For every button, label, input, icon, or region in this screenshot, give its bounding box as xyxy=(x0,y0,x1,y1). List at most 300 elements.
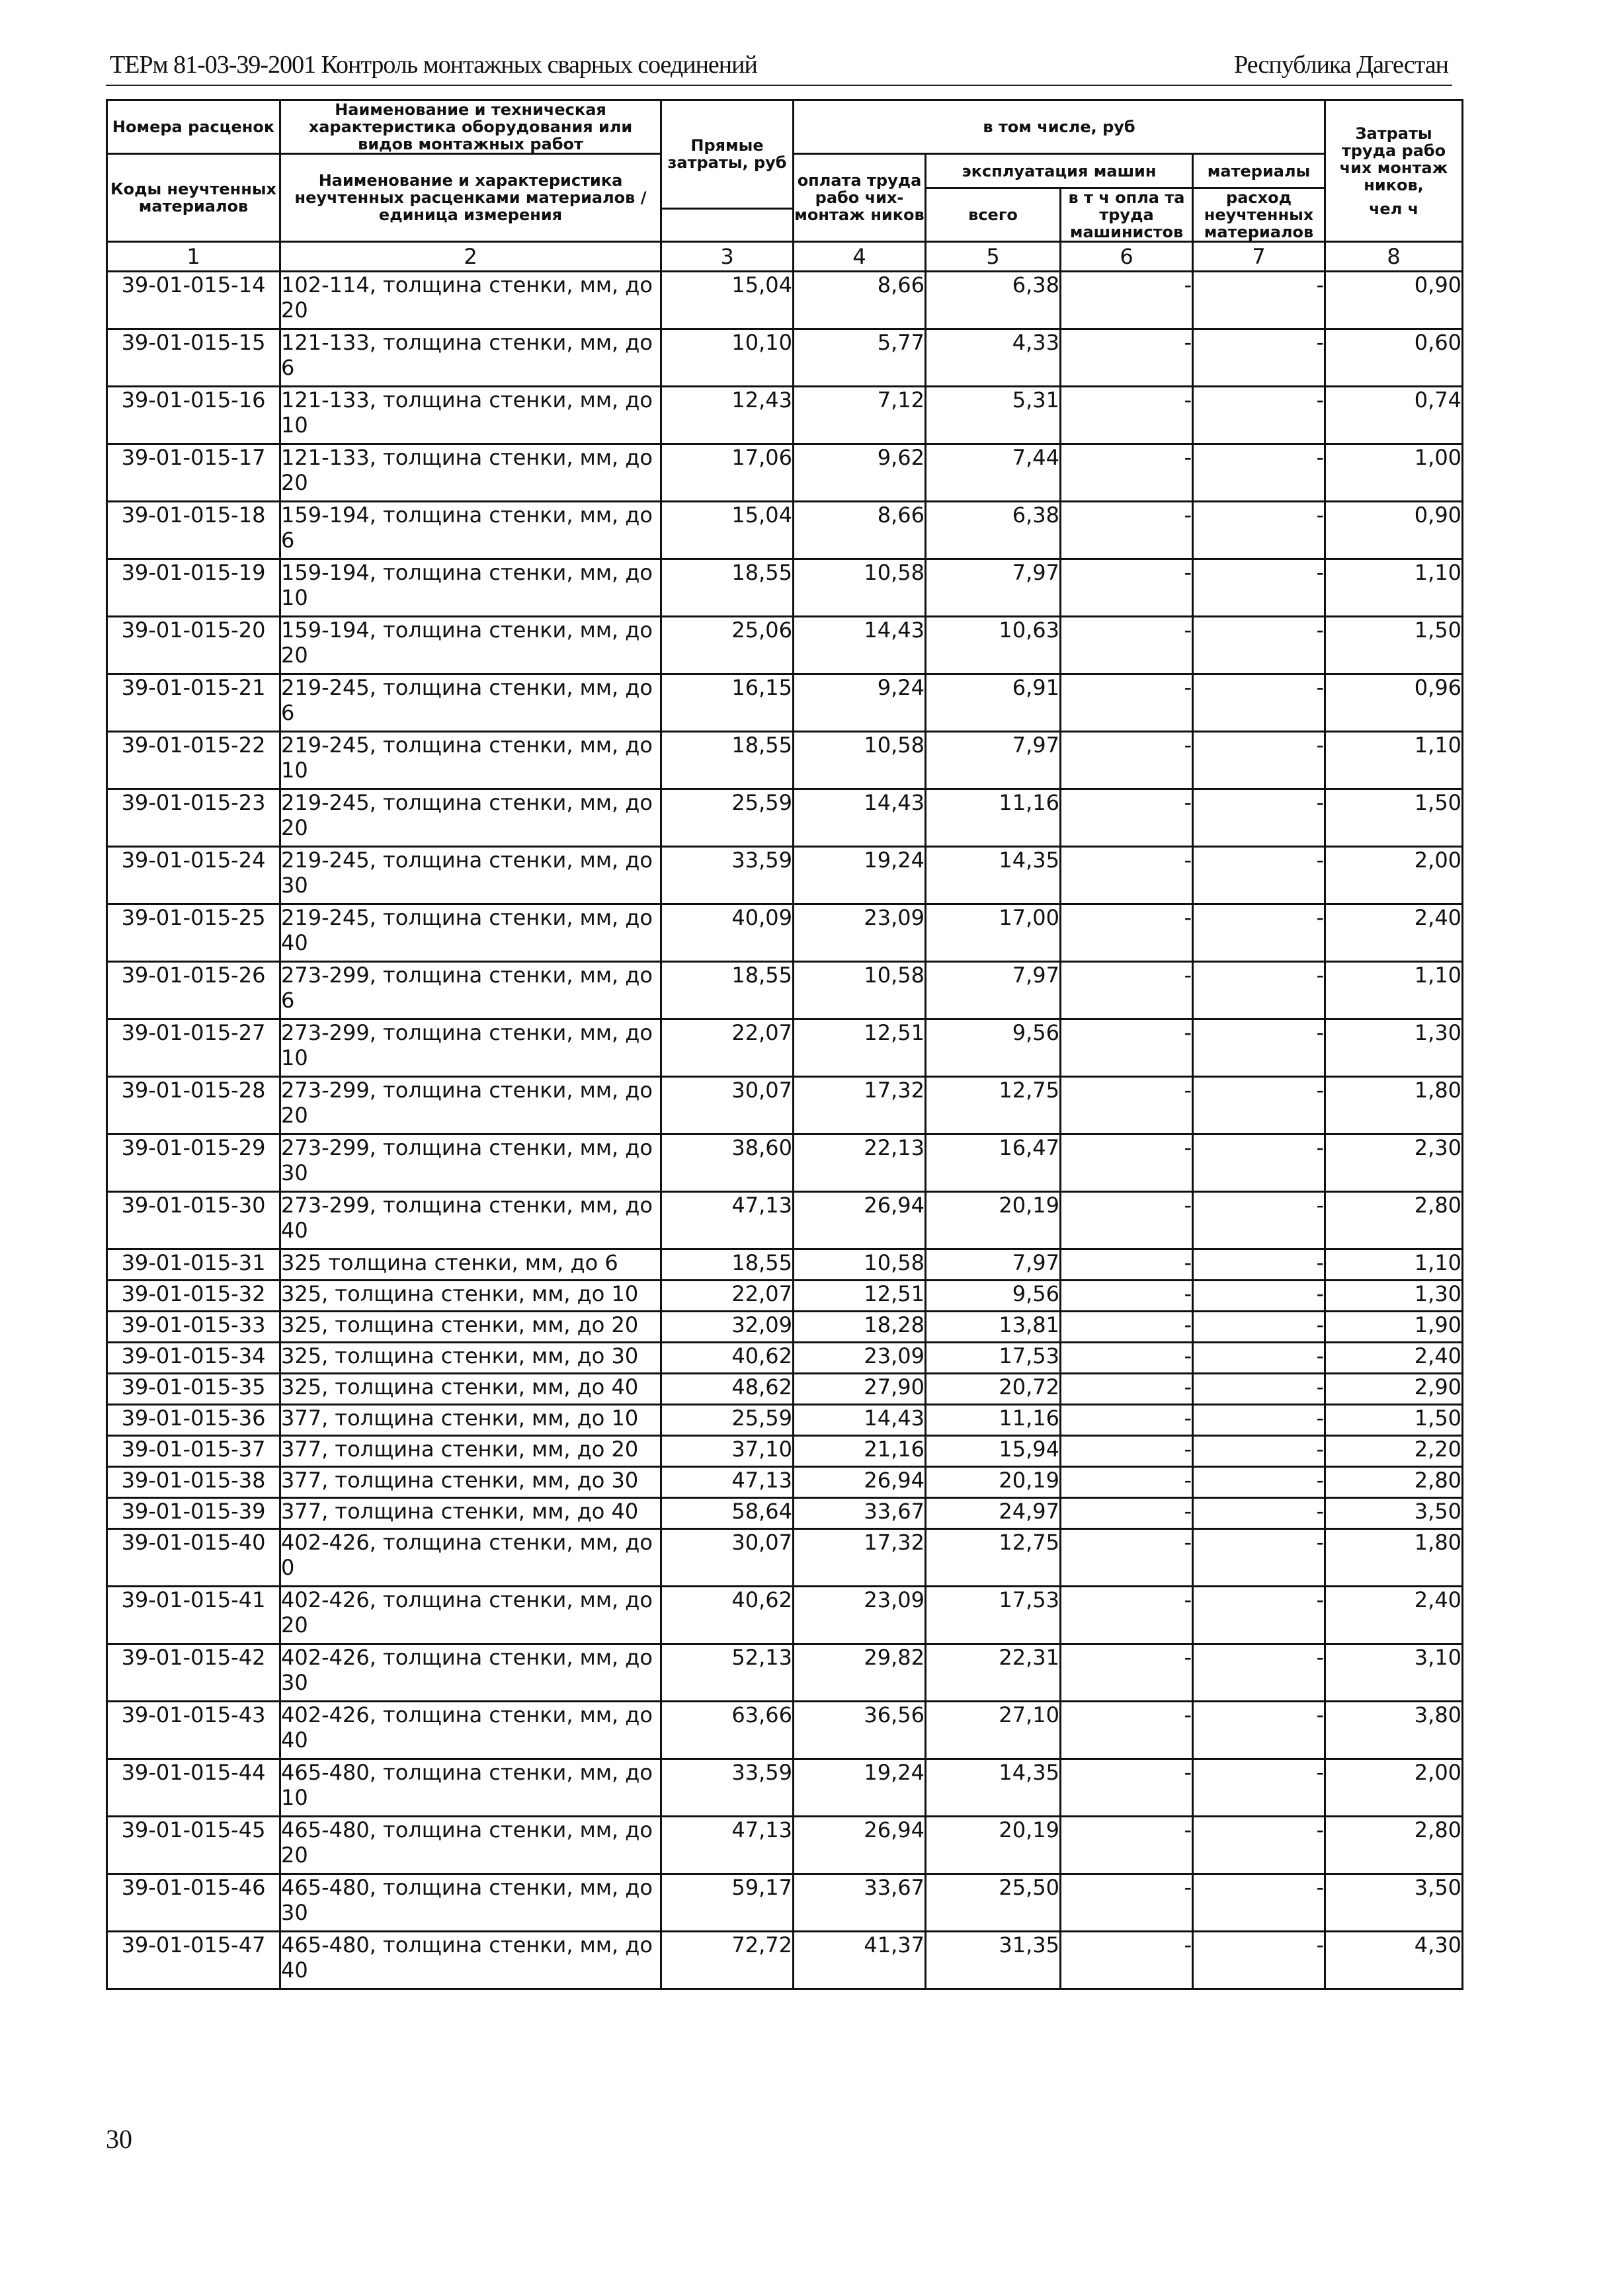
materials-cost: - xyxy=(1193,559,1325,617)
column-number: 3 xyxy=(661,242,794,272)
table-row xyxy=(107,387,1463,444)
machine-operation: 15,94 xyxy=(926,1436,1061,1467)
labor-pay: 9,24 xyxy=(794,674,926,732)
direct-costs: 10,10 xyxy=(661,329,794,387)
labor-pay: 26,94 xyxy=(794,1467,926,1498)
rate-description: 159-194, толщина стенки, мм, до 10 xyxy=(280,559,661,617)
rate-code: 39-01-015-41 xyxy=(107,1587,280,1644)
machine-operation: 20,19 xyxy=(926,1192,1061,1249)
labor-hours: 2,20 xyxy=(1325,1436,1463,1467)
operators-pay: - xyxy=(1061,1312,1193,1343)
table-row xyxy=(107,502,1463,559)
rate-code: 39-01-015-18 xyxy=(107,502,280,559)
materials-cost: - xyxy=(1193,387,1325,444)
labor-pay: 26,94 xyxy=(794,1817,926,1874)
table-row xyxy=(107,674,1463,732)
operators-pay: - xyxy=(1061,789,1193,847)
rate-description: 465-480, толщина стенки, мм, до 30 xyxy=(280,1874,661,1932)
labor-hours: 2,40 xyxy=(1325,904,1463,962)
materials-cost: - xyxy=(1193,847,1325,904)
materials-cost: - xyxy=(1193,444,1325,502)
rate-code: 39-01-015-43 xyxy=(107,1702,280,1759)
labor-pay: 19,24 xyxy=(794,847,926,904)
rate-description: 273-299, толщина стенки, мм, до 30 xyxy=(280,1134,661,1192)
direct-costs: 33,59 xyxy=(661,1759,794,1817)
rate-code: 39-01-015-37 xyxy=(107,1436,280,1467)
rate-code: 39-01-015-25 xyxy=(107,904,280,962)
table-row xyxy=(107,789,1463,847)
table-row xyxy=(107,1874,1463,1932)
rate-code: 39-01-015-44 xyxy=(107,1759,280,1817)
column-number: 8 xyxy=(1325,242,1463,272)
labor-hours: 0,96 xyxy=(1325,674,1463,732)
direct-costs: 47,13 xyxy=(661,1192,794,1249)
materials-cost: - xyxy=(1193,904,1325,962)
operators-pay: - xyxy=(1061,962,1193,1019)
rate-description: 465-480, толщина стенки, мм, до 10 xyxy=(280,1759,661,1817)
direct-costs: 38,60 xyxy=(661,1134,794,1192)
direct-costs: 22,07 xyxy=(661,1281,794,1312)
materials-cost: - xyxy=(1193,1077,1325,1134)
rate-description: 273-299, толщина стенки, мм, до 20 xyxy=(280,1077,661,1134)
labor-pay: 36,56 xyxy=(794,1702,926,1759)
rate-code: 39-01-015-24 xyxy=(107,847,280,904)
rate-description: 402-426, толщина стенки, мм, до 30 xyxy=(280,1644,661,1702)
materials-cost: - xyxy=(1193,1467,1325,1498)
materials-cost: - xyxy=(1193,502,1325,559)
table-row xyxy=(107,559,1463,617)
machine-operation: 11,16 xyxy=(926,789,1061,847)
machine-operation: 12,75 xyxy=(926,1077,1061,1134)
machine-operation: 14,35 xyxy=(926,1759,1061,1817)
machine-operation: 7,97 xyxy=(926,732,1061,789)
labor-hours: 1,80 xyxy=(1325,1529,1463,1587)
table-row xyxy=(107,444,1463,502)
materials-cost: - xyxy=(1193,329,1325,387)
region-name: Республика Дагестан xyxy=(1234,51,1448,79)
rate-description: 402-426, толщина стенки, мм, до 40 xyxy=(280,1702,661,1759)
operators-pay: - xyxy=(1061,329,1193,387)
labor-pay: 27,90 xyxy=(794,1374,926,1405)
rate-description: 219-245, толщина стенки, мм, до 40 xyxy=(280,904,661,962)
direct-costs: 33,59 xyxy=(661,847,794,904)
direct-costs: 22,07 xyxy=(661,1019,794,1077)
header-labor-pay: оплата труда рабо чих-монтаж ников xyxy=(794,154,926,242)
labor-hours: 4,30 xyxy=(1325,1932,1463,1989)
table-row xyxy=(107,1019,1463,1077)
direct-costs: 37,10 xyxy=(661,1436,794,1467)
labor-hours: 1,10 xyxy=(1325,559,1463,617)
table-row xyxy=(107,1436,1463,1467)
rate-code: 39-01-015-31 xyxy=(107,1249,280,1281)
direct-costs: 32,09 xyxy=(661,1312,794,1343)
header-incl-operators: в т ч опла та труда машинистов xyxy=(1061,188,1193,242)
machine-operation: 25,50 xyxy=(926,1874,1061,1932)
table-row xyxy=(107,1077,1463,1134)
labor-pay: 12,51 xyxy=(794,1019,926,1077)
machine-operation: 17,53 xyxy=(926,1343,1061,1374)
machine-operation: 9,56 xyxy=(926,1281,1061,1312)
operators-pay: - xyxy=(1061,1467,1193,1498)
materials-cost: - xyxy=(1193,1587,1325,1644)
table-row xyxy=(107,1467,1463,1498)
labor-hours: 2,80 xyxy=(1325,1467,1463,1498)
operators-pay: - xyxy=(1061,1019,1193,1077)
labor-hours: 3,10 xyxy=(1325,1644,1463,1702)
materials-cost: - xyxy=(1193,962,1325,1019)
labor-pay: 5,77 xyxy=(794,329,926,387)
machine-operation: 10,63 xyxy=(926,617,1061,674)
machine-operation: 17,00 xyxy=(926,904,1061,962)
operators-pay: - xyxy=(1061,1932,1193,1989)
labor-pay: 14,43 xyxy=(794,789,926,847)
labor-pay: 8,66 xyxy=(794,502,926,559)
rate-description: 159-194, толщина стенки, мм, до 6 xyxy=(280,502,661,559)
column-number: 6 xyxy=(1061,242,1193,272)
operators-pay: - xyxy=(1061,1249,1193,1281)
header-including: в том числе, руб xyxy=(794,100,1325,154)
direct-costs: 12,43 xyxy=(661,387,794,444)
machine-operation: 14,35 xyxy=(926,847,1061,904)
direct-costs: 18,55 xyxy=(661,1249,794,1281)
machine-operation: 7,97 xyxy=(926,1249,1061,1281)
direct-costs: 18,55 xyxy=(661,732,794,789)
rate-description: 377, толщина стенки, мм, до 10 xyxy=(280,1405,661,1436)
rate-description: 219-245, толщина стенки, мм, до 30 xyxy=(280,847,661,904)
table-row xyxy=(107,617,1463,674)
materials-cost: - xyxy=(1193,1436,1325,1467)
header-machine-operation: эксплуатация машин xyxy=(926,154,1193,188)
machine-operation: 6,38 xyxy=(926,502,1061,559)
labor-hours: 1,30 xyxy=(1325,1019,1463,1077)
machine-operation: 9,56 xyxy=(926,1019,1061,1077)
rate-code: 39-01-015-14 xyxy=(107,272,280,329)
labor-hours: 1,80 xyxy=(1325,1077,1463,1134)
machine-operation: 31,35 xyxy=(926,1932,1061,1989)
column-numbers-row xyxy=(107,242,1463,272)
operators-pay: - xyxy=(1061,1134,1193,1192)
direct-costs: 25,59 xyxy=(661,789,794,847)
rate-description: 219-245, толщина стенки, мм, до 10 xyxy=(280,732,661,789)
labor-hours: 1,00 xyxy=(1325,444,1463,502)
direct-costs: 47,13 xyxy=(661,1817,794,1874)
operators-pay: - xyxy=(1061,617,1193,674)
table-row xyxy=(107,962,1463,1019)
materials-cost: - xyxy=(1193,1529,1325,1587)
materials-cost: - xyxy=(1193,1874,1325,1932)
rate-code: 39-01-015-35 xyxy=(107,1374,280,1405)
labor-pay: 10,58 xyxy=(794,559,926,617)
operators-pay: - xyxy=(1061,904,1193,962)
machine-operation: 4,33 xyxy=(926,329,1061,387)
rate-description: 219-245, толщина стенки, мм, до 20 xyxy=(280,789,661,847)
materials-cost: - xyxy=(1193,1932,1325,1989)
rate-code: 39-01-015-17 xyxy=(107,444,280,502)
operators-pay: - xyxy=(1061,559,1193,617)
column-number: 2 xyxy=(280,242,661,272)
labor-hours: 1,10 xyxy=(1325,962,1463,1019)
direct-costs: 30,07 xyxy=(661,1077,794,1134)
labor-pay: 12,51 xyxy=(794,1281,926,1312)
table-row xyxy=(107,1759,1463,1817)
direct-costs: 15,04 xyxy=(661,272,794,329)
table-row xyxy=(107,1529,1463,1587)
operators-pay: - xyxy=(1061,444,1193,502)
machine-operation: 7,97 xyxy=(926,962,1061,1019)
direct-costs: 17,06 xyxy=(661,444,794,502)
rate-description: 159-194, толщина стенки, мм, до 20 xyxy=(280,617,661,674)
rate-code: 39-01-015-40 xyxy=(107,1529,280,1587)
direct-costs: 30,07 xyxy=(661,1529,794,1587)
labor-hours: 1,10 xyxy=(1325,1249,1463,1281)
labor-hours: 2,30 xyxy=(1325,1134,1463,1192)
machine-operation: 11,16 xyxy=(926,1405,1061,1436)
labor-hours: 1,90 xyxy=(1325,1312,1463,1343)
operators-pay: - xyxy=(1061,1281,1193,1312)
labor-hours: 3,50 xyxy=(1325,1874,1463,1932)
rate-description: 402-426, толщина стенки, мм, до 20 xyxy=(280,1587,661,1644)
rate-code: 39-01-015-30 xyxy=(107,1192,280,1249)
labor-pay: 22,13 xyxy=(794,1134,926,1192)
direct-costs: 58,64 xyxy=(661,1498,794,1529)
labor-hours: 2,80 xyxy=(1325,1817,1463,1874)
table-row xyxy=(107,1405,1463,1436)
operators-pay: - xyxy=(1061,272,1193,329)
rate-code: 39-01-015-22 xyxy=(107,732,280,789)
materials-cost: - xyxy=(1193,1817,1325,1874)
materials-cost: - xyxy=(1193,1134,1325,1192)
page-number: 30 xyxy=(106,2124,132,2154)
header-rate-numbers: Номера расценок xyxy=(107,100,280,154)
materials-cost: - xyxy=(1193,1019,1325,1077)
materials-cost: - xyxy=(1193,1498,1325,1529)
rate-code: 39-01-015-39 xyxy=(107,1498,280,1529)
rate-code: 39-01-015-19 xyxy=(107,559,280,617)
labor-pay: 23,09 xyxy=(794,1587,926,1644)
operators-pay: - xyxy=(1061,1374,1193,1405)
labor-pay: 8,66 xyxy=(794,272,926,329)
operators-pay: - xyxy=(1061,1587,1193,1644)
rate-description: 102-114, толщина стенки, мм, до 20 xyxy=(280,272,661,329)
machine-operation: 24,97 xyxy=(926,1498,1061,1529)
header-material-codes: Коды неучтенных материалов xyxy=(107,154,280,242)
rate-code: 39-01-015-32 xyxy=(107,1281,280,1312)
labor-hours: 2,40 xyxy=(1325,1343,1463,1374)
machine-operation: 13,81 xyxy=(926,1312,1061,1343)
table-row xyxy=(107,1134,1463,1192)
rate-code: 39-01-015-28 xyxy=(107,1077,280,1134)
machine-operation: 6,38 xyxy=(926,272,1061,329)
labor-pay: 10,58 xyxy=(794,1249,926,1281)
labor-pay: 18,28 xyxy=(794,1312,926,1343)
operators-pay: - xyxy=(1061,674,1193,732)
header-machine-total: всего xyxy=(926,188,1061,242)
direct-costs: 72,72 xyxy=(661,1932,794,1989)
labor-hours: 0,90 xyxy=(1325,272,1463,329)
labor-pay: 23,09 xyxy=(794,904,926,962)
rate-code: 39-01-015-45 xyxy=(107,1817,280,1874)
labor-pay: 21,16 xyxy=(794,1436,926,1467)
labor-pay: 17,32 xyxy=(794,1529,926,1587)
operators-pay: - xyxy=(1061,1759,1193,1817)
machine-operation: 20,19 xyxy=(926,1817,1061,1874)
direct-costs: 40,62 xyxy=(661,1343,794,1374)
rate-code: 39-01-015-29 xyxy=(107,1134,280,1192)
rate-code: 39-01-015-21 xyxy=(107,674,280,732)
labor-pay: 19,24 xyxy=(794,1759,926,1817)
table-row xyxy=(107,1932,1463,1989)
rate-code: 39-01-015-16 xyxy=(107,387,280,444)
rate-description: 273-299, толщина стенки, мм, до 10 xyxy=(280,1019,661,1077)
labor-pay: 26,94 xyxy=(794,1192,926,1249)
direct-costs: 25,59 xyxy=(661,1405,794,1436)
labor-hours: 0,60 xyxy=(1325,329,1463,387)
table-row xyxy=(107,1281,1463,1312)
materials-cost: - xyxy=(1193,1312,1325,1343)
labor-pay: 14,43 xyxy=(794,1405,926,1436)
direct-costs: 40,09 xyxy=(661,904,794,962)
labor-pay: 14,43 xyxy=(794,617,926,674)
machine-operation: 20,19 xyxy=(926,1467,1061,1498)
labor-pay: 33,67 xyxy=(794,1498,926,1529)
direct-costs: 48,62 xyxy=(661,1374,794,1405)
machine-operation: 7,97 xyxy=(926,559,1061,617)
operators-pay: - xyxy=(1061,1817,1193,1874)
table-row xyxy=(107,272,1463,329)
operators-pay: - xyxy=(1061,732,1193,789)
column-number: 4 xyxy=(794,242,926,272)
operators-pay: - xyxy=(1061,1529,1193,1587)
rate-description: 325, толщина стенки, мм, до 20 xyxy=(280,1312,661,1343)
header-materials: материалы xyxy=(1193,154,1325,188)
page-header xyxy=(106,45,1452,86)
rate-description: 465-480, толщина стенки, мм, до 40 xyxy=(280,1932,661,1989)
table-row xyxy=(107,1374,1463,1405)
materials-cost: - xyxy=(1193,1759,1325,1817)
operators-pay: - xyxy=(1061,1498,1193,1529)
machine-operation: 5,31 xyxy=(926,387,1061,444)
table-row xyxy=(107,1498,1463,1529)
direct-costs: 18,55 xyxy=(661,559,794,617)
rate-description: 465-480, толщина стенки, мм, до 20 xyxy=(280,1817,661,1874)
labor-hours: 0,74 xyxy=(1325,387,1463,444)
table-row xyxy=(107,1702,1463,1759)
rate-description: 121-133, толщина стенки, мм, до 10 xyxy=(280,387,661,444)
rate-code: 39-01-015-46 xyxy=(107,1874,280,1932)
table-row xyxy=(107,904,1463,962)
rate-code: 39-01-015-33 xyxy=(107,1312,280,1343)
materials-cost: - xyxy=(1193,617,1325,674)
materials-cost: - xyxy=(1193,732,1325,789)
rate-description: 377, толщина стенки, мм, до 20 xyxy=(280,1436,661,1467)
table-row xyxy=(107,1249,1463,1281)
machine-operation: 7,44 xyxy=(926,444,1061,502)
materials-cost: - xyxy=(1193,1405,1325,1436)
materials-cost: - xyxy=(1193,1343,1325,1374)
operators-pay: - xyxy=(1061,1644,1193,1702)
labor-pay: 9,62 xyxy=(794,444,926,502)
machine-operation: 6,91 xyxy=(926,674,1061,732)
machine-operation: 27,10 xyxy=(926,1702,1061,1759)
operators-pay: - xyxy=(1061,1077,1193,1134)
materials-cost: - xyxy=(1193,1249,1325,1281)
column-number: 7 xyxy=(1193,242,1325,272)
rate-description: 377, толщина стенки, мм, до 40 xyxy=(280,1498,661,1529)
operators-pay: - xyxy=(1061,1192,1193,1249)
direct-costs: 40,62 xyxy=(661,1587,794,1644)
materials-cost: - xyxy=(1193,272,1325,329)
direct-costs: 52,13 xyxy=(661,1644,794,1702)
rate-code: 39-01-015-26 xyxy=(107,962,280,1019)
labor-hours: 2,00 xyxy=(1325,1759,1463,1817)
header-labor-costs: Затраты труда рабо чих монтаж ников, xyxy=(1339,124,1448,194)
labor-pay: 10,58 xyxy=(794,732,926,789)
materials-cost: - xyxy=(1193,1281,1325,1312)
labor-hours: 1,30 xyxy=(1325,1281,1463,1312)
labor-pay: 7,12 xyxy=(794,387,926,444)
rate-description: 273-299, толщина стенки, мм, до 40 xyxy=(280,1192,661,1249)
operators-pay: - xyxy=(1061,1874,1193,1932)
rate-description: 325, толщина стенки, мм, до 10 xyxy=(280,1281,661,1312)
rates-table xyxy=(106,99,1463,1990)
labor-hours: 3,80 xyxy=(1325,1702,1463,1759)
labor-hours: 0,90 xyxy=(1325,502,1463,559)
rate-description: 325, толщина стенки, мм, до 40 xyxy=(280,1374,661,1405)
table-row xyxy=(107,1343,1463,1374)
header-labor-unit: чел ч xyxy=(1368,199,1419,218)
rate-code: 39-01-015-42 xyxy=(107,1644,280,1702)
machine-operation: 12,75 xyxy=(926,1529,1061,1587)
machine-operation: 17,53 xyxy=(926,1587,1061,1644)
materials-cost: - xyxy=(1193,1644,1325,1702)
labor-hours: 1,50 xyxy=(1325,1405,1463,1436)
labor-pay: 41,37 xyxy=(794,1932,926,1989)
rate-description: 377, толщина стенки, мм, до 30 xyxy=(280,1467,661,1498)
rate-description: 325, толщина стенки, мм, до 30 xyxy=(280,1343,661,1374)
header-labor-costs-cell xyxy=(1325,100,1463,242)
table-row xyxy=(107,1587,1463,1644)
operators-pay: - xyxy=(1061,1343,1193,1374)
header-material-name-unit: Наименование и характеристика неучтенных расценками материалов / единица измерения xyxy=(280,154,661,242)
direct-costs: 15,04 xyxy=(661,502,794,559)
header-name-characteristics: Наименование и техническая характеристика оборудования или видов монтажных работ xyxy=(280,100,661,154)
table-row xyxy=(107,1192,1463,1249)
materials-cost: - xyxy=(1193,1192,1325,1249)
operators-pay: - xyxy=(1061,847,1193,904)
labor-hours: 3,50 xyxy=(1325,1498,1463,1529)
materials-cost: - xyxy=(1193,1374,1325,1405)
operators-pay: - xyxy=(1061,1436,1193,1467)
table-row xyxy=(107,732,1463,789)
direct-costs: 18,55 xyxy=(661,962,794,1019)
labor-pay: 23,09 xyxy=(794,1343,926,1374)
rate-code: 39-01-015-36 xyxy=(107,1405,280,1436)
operators-pay: - xyxy=(1061,502,1193,559)
direct-costs: 59,17 xyxy=(661,1874,794,1932)
rate-code: 39-01-015-23 xyxy=(107,789,280,847)
rate-description: 219-245, толщина стенки, мм, до 6 xyxy=(280,674,661,732)
table-row xyxy=(107,847,1463,904)
labor-hours: 2,90 xyxy=(1325,1374,1463,1405)
rate-code: 39-01-015-38 xyxy=(107,1467,280,1498)
machine-operation: 16,47 xyxy=(926,1134,1061,1192)
operators-pay: - xyxy=(1061,1405,1193,1436)
operators-pay: - xyxy=(1061,387,1193,444)
rate-code: 39-01-015-20 xyxy=(107,617,280,674)
machine-operation: 22,31 xyxy=(926,1644,1061,1702)
materials-cost: - xyxy=(1193,674,1325,732)
rate-code: 39-01-015-34 xyxy=(107,1343,280,1374)
